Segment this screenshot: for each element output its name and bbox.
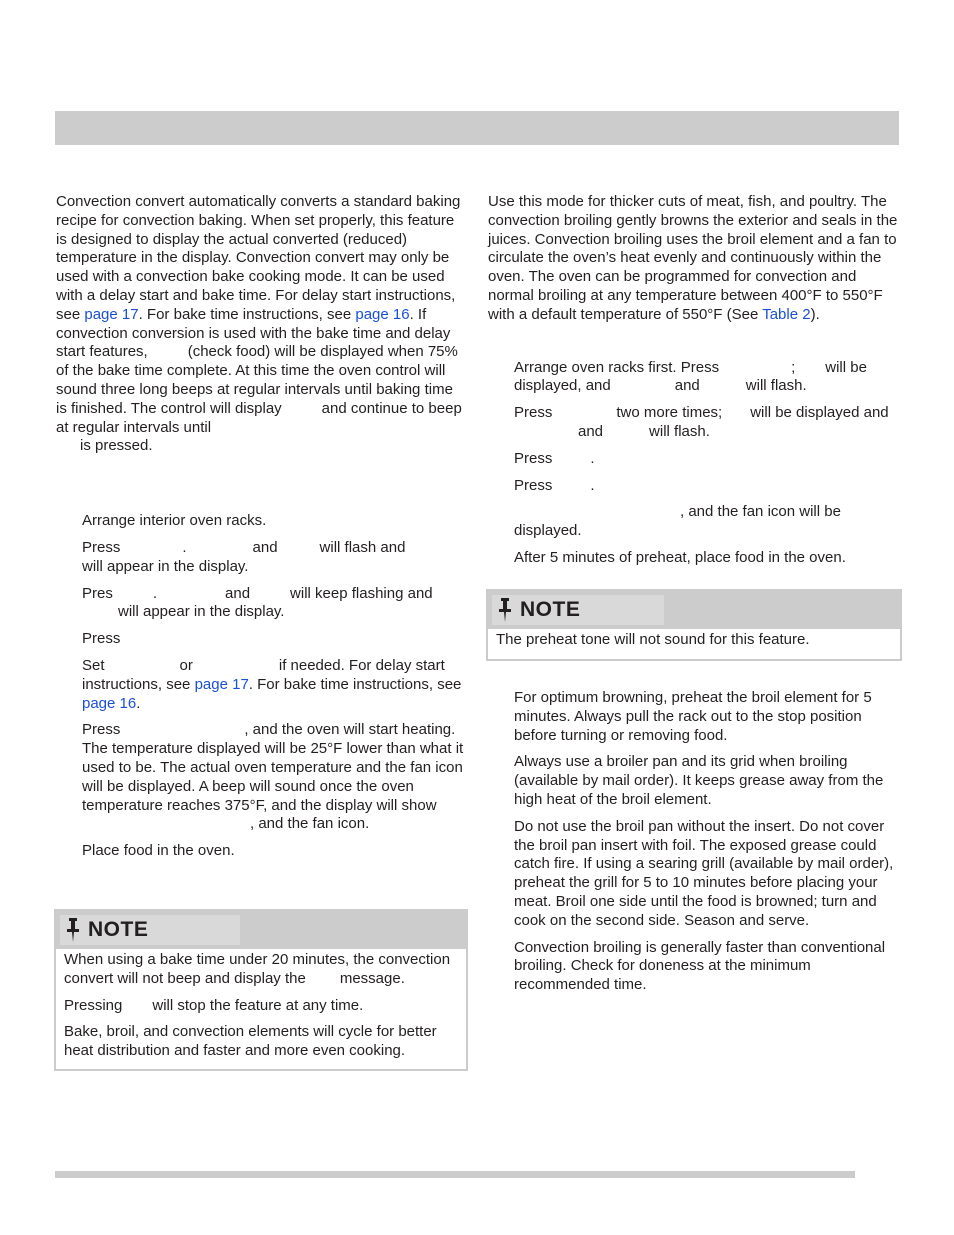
note-header (488, 591, 900, 629)
note-box-convection-broil (486, 589, 902, 661)
convection-broil-intro: Use this mode for thicker cuts of meat, fish, and poultry. The convection broiling gently browns the exterior and seals in the juices. Convection broiling uses the broil element and a fan to circulate the oven’s heat evenly and continuously within the oven. The oven can be programmed for convection and normal broiling at any temperature between 400°F to 550°F with a default temperature of 550°F (See Table 2). (488, 193, 898, 323)
note-title: NOTE (88, 917, 149, 941)
tip-3: Do not use the broil pan without the insert. Do not cover the broil pan insert with foil. The exposed grease could catch fire. If using a searing grill (available by mail order), preheat the grill for 5 to 10 minutes before placing your meat. Broil one side until the food is browned; turn and cook on the second side. Season and serve. (514, 817, 894, 929)
note-text-3: Bake, broil, and convection elements will cycle for better heat distribution and faster and more even cooking. (64, 1023, 437, 1060)
tip-4: Convection broiling is generally faster than conventional broiling. Check for doneness at the minimum recommended time. (514, 938, 886, 994)
note-header (56, 911, 466, 949)
note-box-convection-convert (54, 909, 468, 1071)
broil-step-1: Arrange oven racks first. Press ; will be displayed, and and will flash. (514, 358, 867, 395)
broil-step-6: After 5 minutes of preheat, place food in the oven. (514, 548, 846, 566)
broil-step-2: Press two more times; will be displayed andand will flash. (514, 404, 889, 440)
tip-1: For optimum browning, preheat the broil element for 5 minutes. Always pull the rack out to the stop position before turning or removing food. (514, 689, 872, 744)
note-text-1: When using a bake time under 20 minutes, the convection convert will not beep and display the message. (64, 951, 451, 987)
tip-2: Always use a broiler pan and its grid when broiling (available by mail order). It keeps grease away from the high heat of the broil element. (514, 753, 884, 808)
step-7: Place food in the oven. (82, 842, 235, 860)
right-column (488, 193, 900, 576)
broil-tips (514, 689, 900, 995)
note-title: NOTE (520, 597, 581, 621)
note-text-preheat: The preheat tone will not sound for this feature. (496, 631, 810, 648)
step-1: Arrange interior oven racks. (82, 512, 267, 530)
step-2: Press . and will flash and will appear in the display. (82, 538, 406, 575)
step-4: Press (82, 630, 121, 648)
link-page-17-step5[interactable]: page 17 (194, 675, 249, 693)
note-text-2: Pressing will stop the feature at any time. (64, 996, 364, 1014)
pushpin-icon (496, 597, 514, 623)
footer-bar (55, 1171, 855, 1178)
link-page-16-step5[interactable]: page 16 (82, 694, 137, 712)
convection-convert-intro: Convection convert automatically converts a standard baking recipe for convection baking. When set properly, this feature is designed to display the actual converted (reduced) temperature in the display. Convection convert may only be used with a convection bake cooking mode. It can be used with a delay start and bake time. For delay start instructions, see page 17. For bake time instructions, see page 16. If convection conversion is used with the bake time and delay start features, (check food) will be displayed when 75% of the bake time complete. At this time the oven control will sound three long beeps at regular intervals until baking time is finished. The control will display and continue to beep at regular intervals until is pressed. (56, 193, 462, 455)
link-table-2[interactable]: Table 2 (762, 305, 811, 323)
section-header-bar (55, 111, 899, 145)
step-6: Press , and the oven will start heating. The temperature displayed will be 25°F lower than what it used to be. The actual oven temperature and the fan icon will be displayed. A beep will sound once the oven temperature reaches 375°F, and the display will show, and the fan icon. (82, 721, 464, 833)
step-5: Set or if needed. For delay start instructions, see page 17. For bake time instructions, see page 16. (82, 656, 462, 712)
broil-step-3: Press . (514, 449, 595, 467)
step-3: Pres . and will keep flashing and will appear in the display. (82, 584, 433, 621)
link-page-16[interactable]: page 16 (355, 305, 410, 323)
link-page-17[interactable]: page 17 (84, 305, 139, 323)
broil-step-4: Press . (514, 476, 595, 494)
broil-step-5: , and the fan icon will be displayed. (514, 503, 841, 540)
pushpin-icon (64, 917, 82, 943)
left-column (56, 193, 466, 869)
